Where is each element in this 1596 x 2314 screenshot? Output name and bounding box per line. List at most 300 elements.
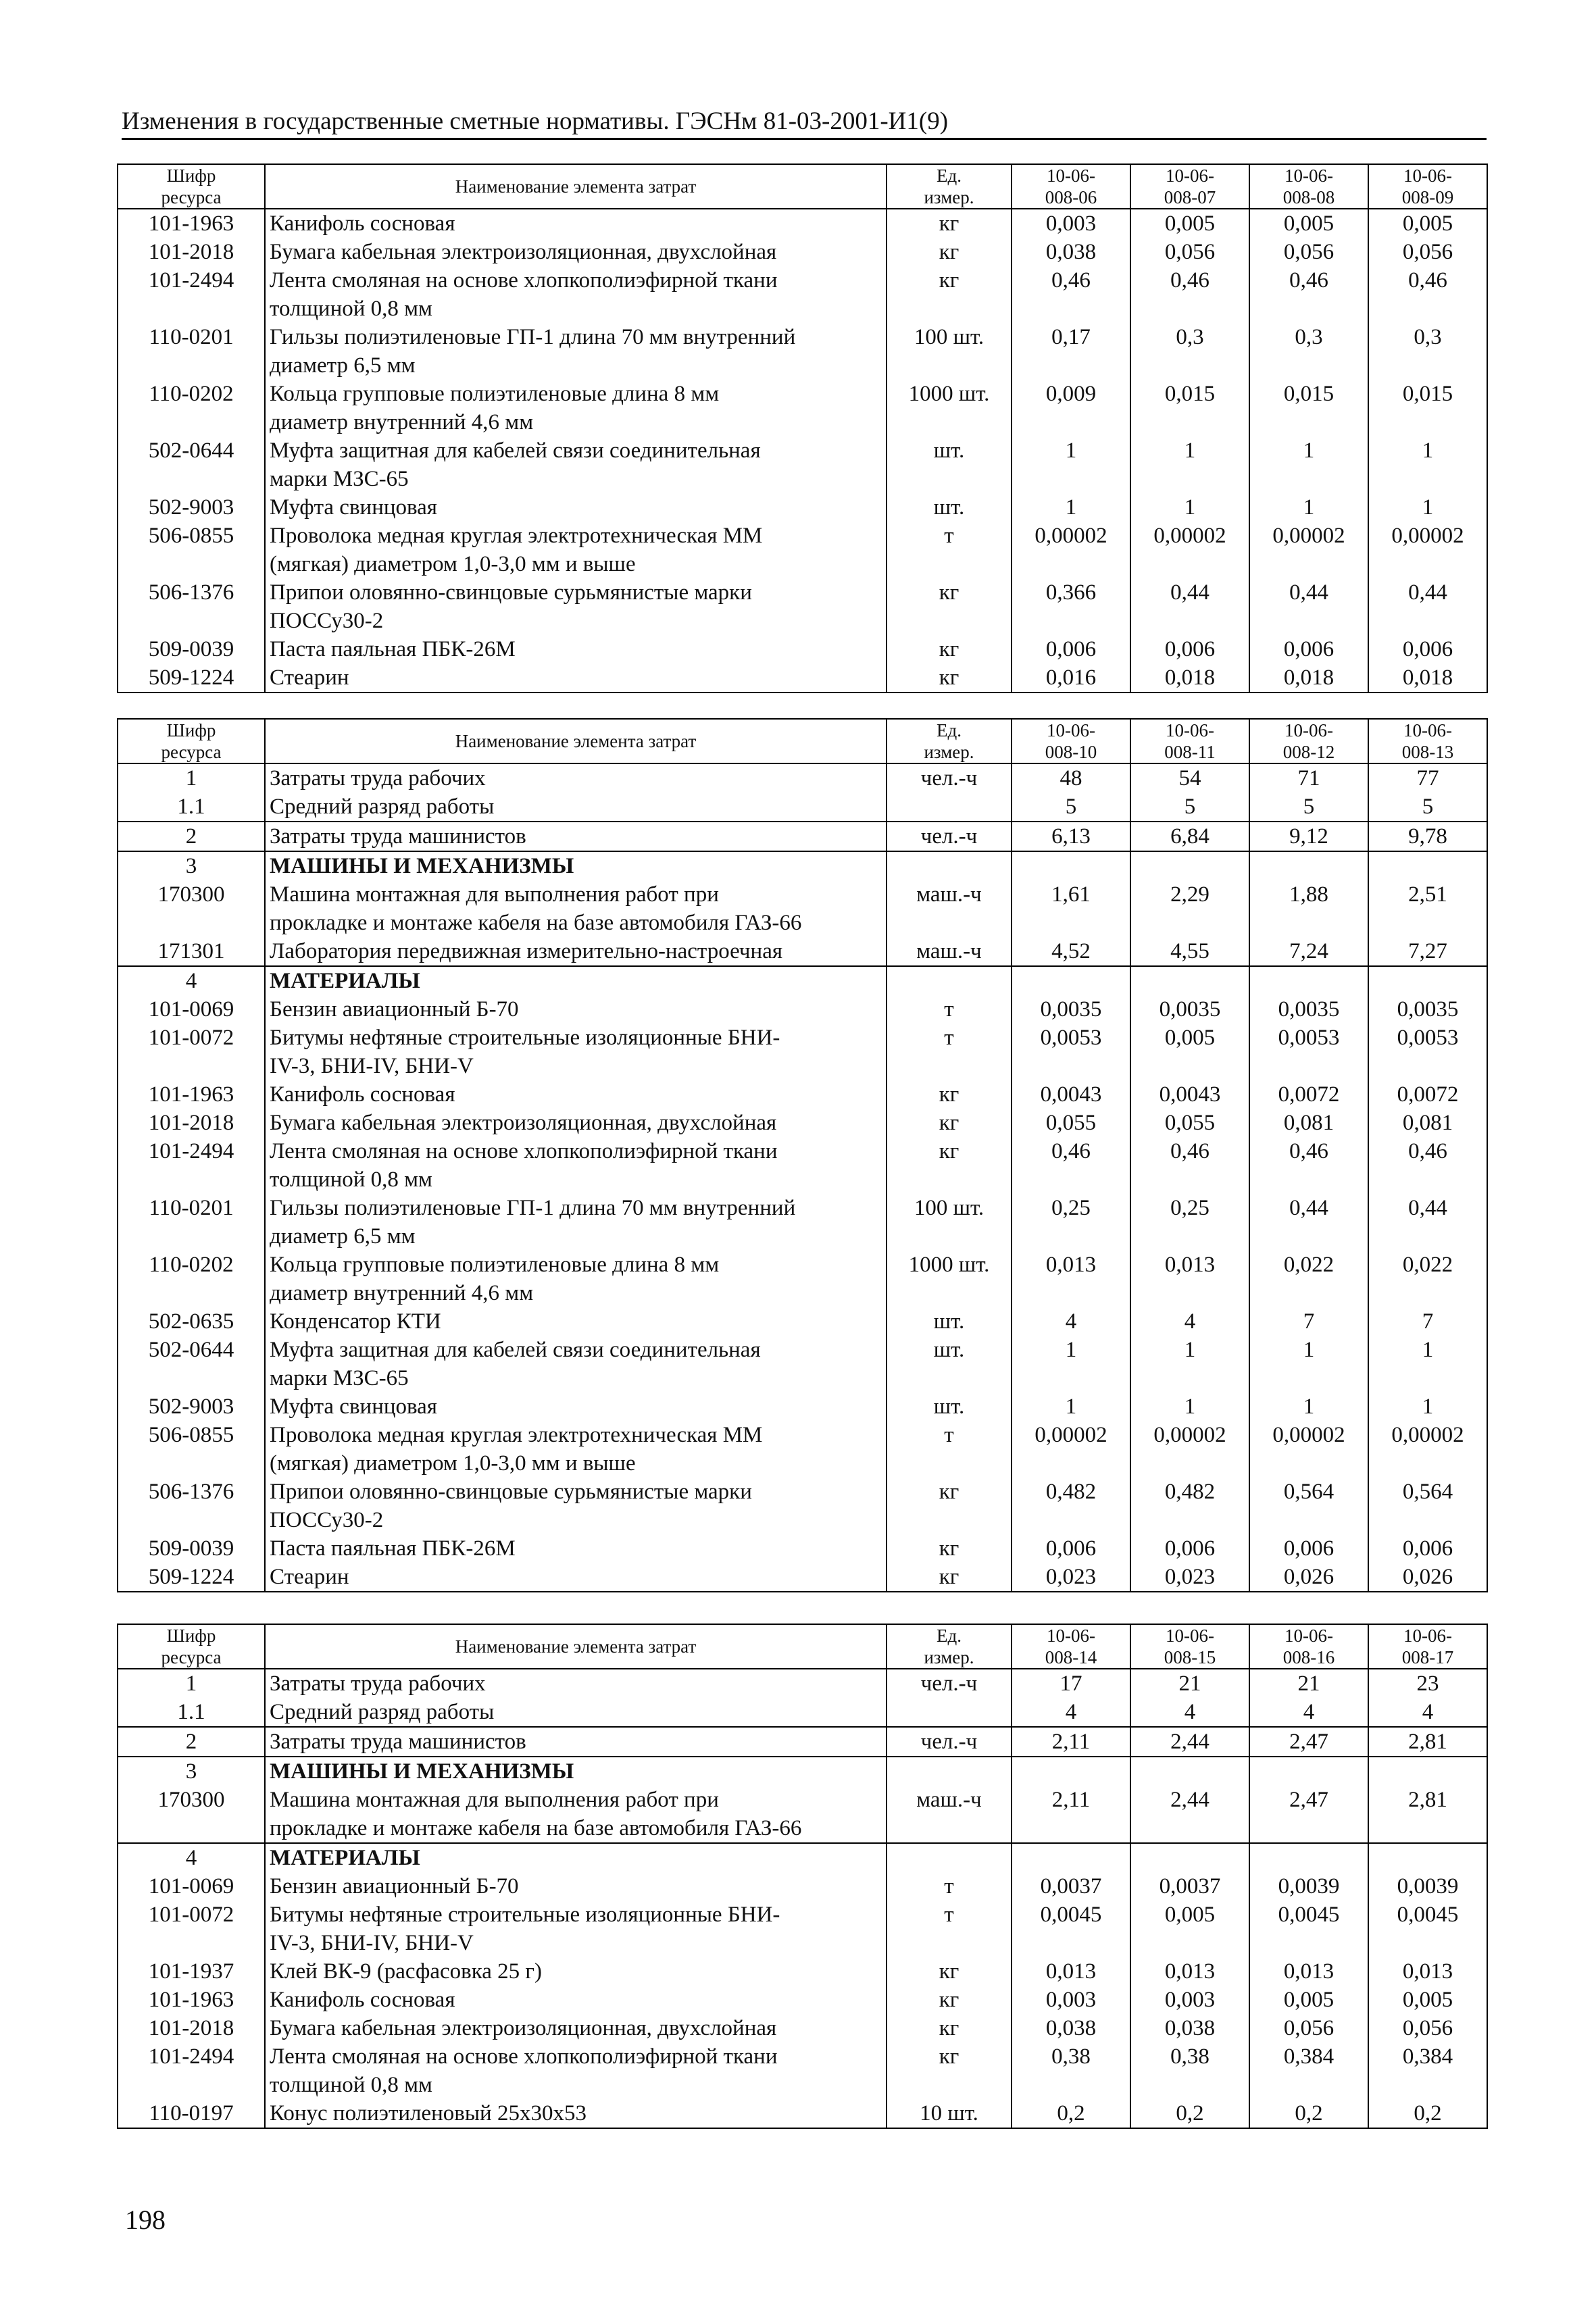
norm-value: 0,013: [1130, 1251, 1249, 1307]
norm-code-line: 008-16: [1282, 1647, 1335, 1667]
norm-code-line: 008-13: [1401, 742, 1454, 762]
resource-name-line: Затраты труда рабочих: [270, 1671, 486, 1696]
resource-name: [265, 2014, 887, 2042]
norm-value: 7,27: [1368, 937, 1487, 966]
norm-value: 0,44: [1249, 578, 1368, 635]
col-header-unit-line: измер.: [924, 187, 974, 207]
resource-name-line: МАТЕРИАЛЫ: [270, 969, 420, 993]
norm-value: 0,2: [1249, 2099, 1368, 2128]
col-header-norm-code: [1368, 164, 1487, 209]
norm-value: 0,0045: [1012, 1901, 1130, 1957]
resource-name: [265, 995, 887, 1024]
col-header-name: Наименование элемента затрат: [265, 164, 887, 209]
norm-value: [1368, 1843, 1487, 1872]
norm-value: 0,006: [1012, 635, 1130, 663]
table-row: [118, 436, 1487, 493]
resource-code: 110-0202: [118, 1251, 265, 1307]
table-row: [118, 966, 1487, 995]
resource-name: [265, 635, 887, 663]
norm-value: 0,46: [1368, 266, 1487, 323]
table-row: [118, 937, 1487, 966]
table-row: [118, 880, 1487, 937]
resource-name: [265, 663, 887, 693]
resource-name: [265, 1698, 887, 1727]
resource-name: [265, 1843, 887, 1872]
norm-value: 0,46: [1012, 1137, 1130, 1194]
resource-name: [265, 522, 887, 578]
unit-of-measure: чел.-ч: [887, 1669, 1012, 1698]
unit-of-measure: шт.: [887, 493, 1012, 522]
resource-code: 101-2494: [118, 1137, 265, 1194]
col-header-code-line: ресурса: [161, 742, 222, 762]
norm-value: [1012, 1757, 1130, 1786]
norm-value: 0,038: [1130, 2014, 1249, 2042]
resource-name: [265, 763, 887, 793]
norm-value: 0,006: [1368, 1534, 1487, 1563]
col-header-norm-code: [1012, 719, 1130, 763]
unit-of-measure: 1000 шт.: [887, 1251, 1012, 1307]
norm-value: 0,005: [1249, 209, 1368, 238]
norm-value: 0,44: [1368, 578, 1487, 635]
unit-of-measure: т: [887, 1872, 1012, 1901]
resource-name-line: МАТЕРИАЛЫ: [270, 1846, 420, 1870]
resource-name: [265, 1478, 887, 1534]
resource-name: [265, 238, 887, 266]
resource-name-line: Бумага кабельная электроизоляционная, двухслойная: [270, 2016, 777, 2040]
norm-code-line: 10-06-: [1285, 166, 1333, 186]
norm-value: 0,0037: [1012, 1872, 1130, 1901]
table-row: [118, 2042, 1487, 2099]
resource-name: [265, 1669, 887, 1698]
col-header-norm-code: [1368, 1624, 1487, 1669]
table-row: [118, 238, 1487, 266]
norm-value: 0,0035: [1012, 995, 1130, 1024]
unit-of-measure: т: [887, 1024, 1012, 1080]
norm-value: 48: [1012, 763, 1130, 793]
norm-value: 0,3: [1249, 323, 1368, 380]
norm-code-line: 10-06-: [1285, 720, 1333, 740]
table-row: [118, 1872, 1487, 1901]
table-row: [118, 1563, 1487, 1592]
resource-code: 101-2018: [118, 1109, 265, 1137]
resource-code: 502-0644: [118, 1336, 265, 1392]
norm-value: 0,018: [1130, 663, 1249, 693]
resource-code: 1: [118, 1669, 265, 1698]
col-header-unit: [887, 164, 1012, 209]
norm-code-line: 008-08: [1282, 187, 1335, 207]
resource-code: 101-0069: [118, 995, 265, 1024]
unit-of-measure: шт.: [887, 1336, 1012, 1392]
table-row: [118, 793, 1487, 822]
table-row: [118, 763, 1487, 793]
norm-value: 0,0072: [1368, 1080, 1487, 1109]
unit-of-measure: кг: [887, 578, 1012, 635]
norm-value: 0,006: [1249, 1534, 1368, 1563]
norm-value: [1012, 1843, 1130, 1872]
norm-value: 1: [1012, 1392, 1130, 1421]
col-header-norm-code: [1249, 1624, 1368, 1669]
norm-value: 0,0035: [1130, 995, 1249, 1024]
table-row: [118, 1901, 1487, 1957]
unit-of-measure: шт.: [887, 1307, 1012, 1336]
norm-value: 6,13: [1012, 822, 1130, 851]
norm-value: 0,3: [1130, 323, 1249, 380]
unit-of-measure: шт.: [887, 436, 1012, 493]
norm-value: 0,0039: [1368, 1872, 1487, 1901]
resource-name: [265, 1786, 887, 1843]
col-header-unit-line: измер.: [924, 742, 974, 762]
resource-code: 3: [118, 851, 265, 880]
norm-value: 0,00002: [1012, 522, 1130, 578]
norm-value: 1: [1249, 436, 1368, 493]
norm-code-line: 10-06-: [1166, 1626, 1214, 1646]
unit-of-measure: кг: [887, 2014, 1012, 2042]
unit-of-measure: кг: [887, 663, 1012, 693]
norm-value: 23: [1368, 1669, 1487, 1698]
resource-code: 3: [118, 1757, 265, 1786]
unit-of-measure: шт.: [887, 1392, 1012, 1421]
norm-code-line: 10-06-: [1403, 1626, 1452, 1646]
resource-name-line: прокладке и монтаже кабеля на базе автомобиля ГАЗ-66: [270, 1816, 802, 1840]
norm-value: 0,081: [1368, 1109, 1487, 1137]
norm-value: 0,46: [1249, 266, 1368, 323]
resource-name-line: Лента смоляная на основе хлопкополиэфирной ткани: [270, 2044, 778, 2069]
resource-name: [265, 793, 887, 822]
norm-value: [1249, 851, 1368, 880]
norm-value: 0,0072: [1249, 1080, 1368, 1109]
resource-name-line: толщиной 0,8 мм: [270, 1167, 432, 1192]
norm-value: 1: [1249, 1336, 1368, 1392]
table-row: [118, 209, 1487, 238]
norm-value: 2,44: [1130, 1727, 1249, 1757]
norm-value: 0,009: [1012, 380, 1130, 436]
norm-value: 1: [1368, 1392, 1487, 1421]
resource-name-line: диаметр 6,5 мм: [270, 353, 416, 378]
col-header-name: Наименование элемента затрат: [265, 719, 887, 763]
resource-name-line: Машина монтажная для выполнения работ при: [270, 1788, 719, 1812]
norm-value: 7: [1249, 1307, 1368, 1336]
resource-name-line: Бензин авиационный Б-70: [270, 1874, 519, 1898]
resource-name: [265, 436, 887, 493]
norm-code-line: 10-06-: [1403, 720, 1452, 740]
unit-of-measure: кг: [887, 266, 1012, 323]
header-row: [118, 1624, 1487, 1669]
resource-name: [265, 1901, 887, 1957]
resource-code: 101-0072: [118, 1024, 265, 1080]
resource-code: 171301: [118, 937, 265, 966]
table-row: [118, 1336, 1487, 1392]
resource-name: [265, 1137, 887, 1194]
resource-code: 101-2018: [118, 238, 265, 266]
resource-name-line: Лаборатория передвижная измерительно-настроечная: [270, 939, 783, 963]
col-header-norm-code: [1249, 719, 1368, 763]
table-row: [118, 2099, 1487, 2128]
norm-value: 0,018: [1249, 663, 1368, 693]
norm-value: 0,0053: [1249, 1024, 1368, 1080]
resource-name: [265, 1757, 887, 1786]
resource-name-line: Гильзы полиэтиленовые ГП-1 длина 70 мм внутренний: [270, 325, 796, 349]
col-header-unit-line: измер.: [924, 1647, 974, 1667]
header-row: [118, 164, 1487, 209]
norm-value: 0,2: [1012, 2099, 1130, 2128]
resource-name-line: Канифоль сосновая: [270, 1082, 455, 1107]
norm-value: 0,0039: [1249, 1872, 1368, 1901]
resource-code: 110-0201: [118, 323, 265, 380]
norm-value: 0,056: [1368, 2014, 1487, 2042]
norm-value: 0,015: [1130, 380, 1249, 436]
norm-value: 1: [1249, 1392, 1368, 1421]
resource-name-line: Стеарин: [270, 665, 349, 690]
unit-of-measure: [887, 793, 1012, 822]
norm-value: 0,056: [1368, 238, 1487, 266]
norm-value: 17: [1012, 1669, 1130, 1698]
unit-of-measure: [887, 966, 1012, 995]
norm-value: 0,482: [1130, 1478, 1249, 1534]
norm-value: 0,015: [1368, 380, 1487, 436]
resource-name-line: (мягкая) диаметром 1,0-3,0 мм и выше: [270, 1451, 636, 1476]
norm-value: [1368, 851, 1487, 880]
resource-name-line: Конденсатор КТИ: [270, 1309, 441, 1334]
table-row: [118, 1669, 1487, 1698]
norm-value: 0,44: [1368, 1194, 1487, 1251]
norm-code-line: 10-06-: [1285, 1626, 1333, 1646]
col-header-norm-code: [1368, 719, 1487, 763]
unit-of-measure: маш.-ч: [887, 880, 1012, 937]
resource-code: 509-0039: [118, 635, 265, 663]
unit-of-measure: маш.-ч: [887, 937, 1012, 966]
norm-value: [1130, 1757, 1249, 1786]
unit-of-measure: т: [887, 995, 1012, 1024]
unit-of-measure: 100 шт.: [887, 323, 1012, 380]
unit-of-measure: [887, 1843, 1012, 1872]
resource-code: 101-1963: [118, 1080, 265, 1109]
norm-value: 0,0043: [1012, 1080, 1130, 1109]
norm-value: 0,005: [1130, 209, 1249, 238]
norm-code-line: 008-12: [1282, 742, 1335, 762]
resource-name: [265, 1251, 887, 1307]
norm-code-line: 008-09: [1401, 187, 1454, 207]
resource-code: 509-0039: [118, 1534, 265, 1563]
resource-name-line: Муфта свинцовая: [270, 495, 437, 520]
norm-value: 0,023: [1012, 1563, 1130, 1592]
norm-value: 0,005: [1130, 1024, 1249, 1080]
norm-value: 0,056: [1249, 238, 1368, 266]
table-row: [118, 1080, 1487, 1109]
resource-name: [265, 2042, 887, 2099]
norm-value: 0,003: [1012, 1986, 1130, 2014]
col-header-code-line: Шифр: [166, 166, 216, 186]
norm-value: 1: [1130, 1336, 1249, 1392]
resource-name-line: Припои оловянно-свинцовые сурьмянистые марки: [270, 1480, 752, 1504]
norm-value: 1: [1012, 436, 1130, 493]
unit-of-measure: чел.-ч: [887, 1727, 1012, 1757]
resource-name-line: Муфта свинцовая: [270, 1394, 437, 1419]
col-header-norm-code: [1130, 1624, 1249, 1669]
norm-value: 0,003: [1012, 209, 1130, 238]
resource-code: 2: [118, 822, 265, 851]
resource-name-line: Стеарин: [270, 1565, 349, 1589]
unit-of-measure: кг: [887, 1563, 1012, 1592]
norm-value: 0,564: [1368, 1478, 1487, 1534]
norm-value: 0,00002: [1130, 522, 1249, 578]
unit-of-measure: кг: [887, 238, 1012, 266]
norm-value: 0,46: [1130, 1137, 1249, 1194]
norm-value: [1130, 1843, 1249, 1872]
resource-name: [265, 1336, 887, 1392]
resource-name-line: (мягкая) диаметром 1,0-3,0 мм и выше: [270, 552, 636, 576]
table-row: [118, 1137, 1487, 1194]
resource-name-line: IV-3, БНИ-IV, БНИ-V: [270, 1931, 474, 1955]
resource-table-2: [117, 718, 1488, 1592]
resource-name: [265, 380, 887, 436]
norm-value: 0,366: [1012, 578, 1130, 635]
table-row: [118, 1478, 1487, 1534]
resource-code: 101-0069: [118, 1872, 265, 1901]
norm-value: 0,026: [1368, 1563, 1487, 1592]
norm-value: 1: [1249, 493, 1368, 522]
norm-value: 1: [1130, 436, 1249, 493]
resource-code: 110-0202: [118, 380, 265, 436]
page-header: Изменения в государственные сметные нормативы. ГЭСНм 81-03-2001-И1(9): [122, 107, 1487, 140]
resource-name: [265, 493, 887, 522]
norm-value: 0,0045: [1249, 1901, 1368, 1957]
norm-value: 0,00002: [1368, 522, 1487, 578]
col-header-norm-code: [1249, 164, 1368, 209]
table-row: [118, 578, 1487, 635]
resource-name-line: Канифоль сосновая: [270, 211, 455, 236]
norm-value: 0,006: [1249, 635, 1368, 663]
resource-name-line: IV-3, БНИ-IV, БНИ-V: [270, 1054, 474, 1078]
norm-value: 0,00002: [1368, 1421, 1487, 1478]
table-row: [118, 522, 1487, 578]
resource-name: [265, 1534, 887, 1563]
col-header-norm-code: [1130, 719, 1249, 763]
resource-name-line: Бумага кабельная электроизоляционная, двухслойная: [270, 1111, 777, 1135]
norm-value: 0,38: [1012, 2042, 1130, 2099]
norm-value: 21: [1249, 1669, 1368, 1698]
resource-code: 101-1963: [118, 209, 265, 238]
norm-value: 0,482: [1012, 1478, 1130, 1534]
resource-code: 101-1963: [118, 1986, 265, 2014]
resource-name: [265, 1194, 887, 1251]
table-row: [118, 1024, 1487, 1080]
resource-name-line: Канифоль сосновая: [270, 1988, 455, 2012]
resource-code: 4: [118, 966, 265, 995]
norm-value: 0,00002: [1130, 1421, 1249, 1478]
col-header-unit: [887, 1624, 1012, 1669]
norm-value: 0,005: [1368, 1986, 1487, 2014]
norm-value: 0,25: [1012, 1194, 1130, 1251]
norm-value: 0,38: [1130, 2042, 1249, 2099]
norm-value: 1: [1130, 493, 1249, 522]
resource-name: [265, 209, 887, 238]
table-row: [118, 1534, 1487, 1563]
resource-name: [265, 880, 887, 937]
resource-name-line: Проволока медная круглая электротехническая ММ: [270, 1423, 763, 1447]
norm-value: 0,2: [1368, 2099, 1487, 2128]
table-row: [118, 1786, 1487, 1843]
norm-value: 0,0053: [1368, 1024, 1487, 1080]
norm-value: 0,003: [1130, 1986, 1249, 2014]
resource-code: 4: [118, 1843, 265, 1872]
norm-value: [1249, 1757, 1368, 1786]
resource-name-line: диаметр 6,5 мм: [270, 1224, 416, 1249]
norm-value: 1: [1368, 1336, 1487, 1392]
unit-of-measure: кг: [887, 2042, 1012, 2099]
resource-code: 506-0855: [118, 1421, 265, 1478]
norm-code-line: 008-17: [1401, 1647, 1454, 1667]
norm-value: 0,018: [1368, 663, 1487, 693]
norm-value: 0,023: [1130, 1563, 1249, 1592]
col-header-norm-code: [1012, 1624, 1130, 1669]
norm-value: 1,88: [1249, 880, 1368, 937]
col-header-unit: [887, 719, 1012, 763]
norm-value: 5: [1130, 793, 1249, 822]
norm-value: 0,038: [1012, 2014, 1130, 2042]
col-header-unit-line: Ед.: [937, 166, 962, 186]
unit-of-measure: 100 шт.: [887, 1194, 1012, 1251]
norm-value: 0,46: [1130, 266, 1249, 323]
norm-value: 21: [1130, 1669, 1249, 1698]
norm-value: 0,055: [1012, 1109, 1130, 1137]
resource-name: [265, 578, 887, 635]
table-row: [118, 1194, 1487, 1251]
unit-of-measure: маш.-ч: [887, 1786, 1012, 1843]
resource-code: 101-1937: [118, 1957, 265, 1986]
norm-code-line: 10-06-: [1166, 720, 1214, 740]
resource-code: 101-2018: [118, 2014, 265, 2042]
norm-code-line: 10-06-: [1166, 166, 1214, 186]
norm-value: 0,564: [1249, 1478, 1368, 1534]
norm-value: 0,00002: [1012, 1421, 1130, 1478]
table-row: [118, 1727, 1487, 1757]
resource-name-line: Муфта защитная для кабелей связи соединительная: [270, 438, 761, 463]
norm-code-line: 008-11: [1164, 742, 1216, 762]
table-row: [118, 663, 1487, 693]
resource-name-line: Затраты труда машинистов: [270, 824, 526, 849]
resource-name: [265, 1421, 887, 1478]
norm-value: 1: [1012, 1336, 1130, 1392]
norm-value: 2,81: [1368, 1786, 1487, 1843]
unit-of-measure: 10 шт.: [887, 2099, 1012, 2128]
resource-name-line: марки МЗС-65: [270, 467, 409, 491]
table-row: [118, 1109, 1487, 1137]
resource-name-line: диаметр внутренний 4,6 мм: [270, 1281, 534, 1305]
resource-code: 101-0072: [118, 1901, 265, 1957]
resource-name-line: Муфта защитная для кабелей связи соединительная: [270, 1338, 761, 1362]
table-row: [118, 1251, 1487, 1307]
norm-value: [1012, 851, 1130, 880]
resource-name-line: Паста паяльная ПБК-26М: [270, 1536, 516, 1561]
resource-name-line: Средний разряд работы: [270, 1700, 495, 1724]
unit-of-measure: кг: [887, 1986, 1012, 2014]
resource-name-line: Бензин авиационный Б-70: [270, 997, 519, 1022]
norm-value: 9,12: [1249, 822, 1368, 851]
norm-value: 0,013: [1249, 1957, 1368, 1986]
unit-of-measure: кг: [887, 1534, 1012, 1563]
norm-value: 4: [1012, 1307, 1130, 1336]
table-row: [118, 1843, 1487, 1872]
col-header-code-line: ресурса: [161, 1647, 222, 1667]
resource-code: 1.1: [118, 793, 265, 822]
norm-value: 2,44: [1130, 1786, 1249, 1843]
unit-of-measure: 1000 шт.: [887, 380, 1012, 436]
resource-name-line: Конус полиэтиленовый 25х30х53: [270, 2101, 587, 2126]
resource-code: 2: [118, 1727, 265, 1757]
norm-value: 2,81: [1368, 1727, 1487, 1757]
resource-code: 101-2494: [118, 2042, 265, 2099]
norm-value: 77: [1368, 763, 1487, 793]
